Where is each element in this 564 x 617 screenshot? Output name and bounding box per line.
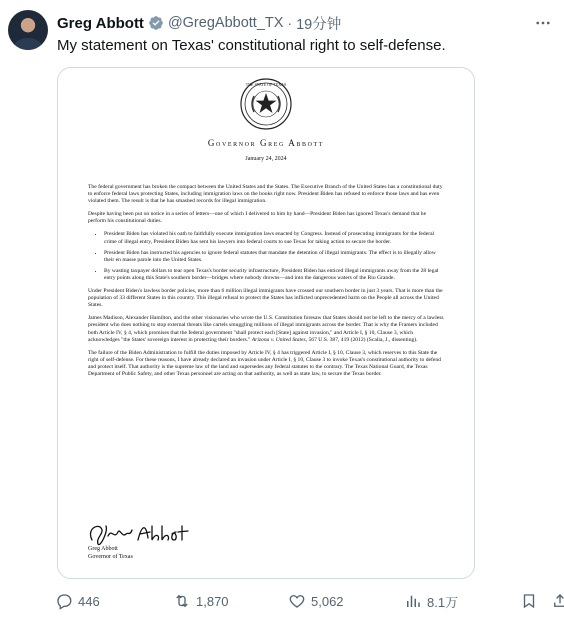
display-name[interactable]: Greg Abbott	[57, 14, 144, 32]
like-button[interactable]	[288, 592, 344, 610]
reply-icon	[55, 592, 73, 610]
bookmark-button[interactable]	[520, 592, 543, 610]
views-chart-icon	[404, 592, 422, 610]
letter-paragraph: James Madison, Alexander Hamilton, and the other visionaries who wrote the U.S. Constitution foresaw that States should not be left to the mercy of a lawless president who does nothing to stop external threats like cartels smuggling millions of illegal immigrants across the border. That is why the Framers included both Article IV, § 4, which promises that the federal government "shall protect each [State] against invasion," and Article I, § 10, Clause 3, which acknowledges "the States' sovereign interest in protecting their borders." Arizona v. United States, 567 U.S. 387, 419 (2012) (Scalia, J., dissenting).	[88, 315, 444, 343]
letter-date: January 24, 2024	[245, 156, 287, 162]
handwritten-signature	[84, 518, 194, 548]
letter-paragraph: The federal government has broken the compact between the United States and the States. The Executive Branch of the United States has a constitutional duty to enforce federal laws protecting States, including immigration laws on the books right now. President Biden has refused to enforce those laws and has even violated them. The result is that he has smashed records for illegal immigration.	[88, 184, 443, 205]
letter-paragraph: Despite having been put on notice in a series of letters—one of which I delivered to him by hand—President Biden has ignored Texas's demand that he perform his constitutional duties.	[88, 211, 427, 225]
verified-badge-icon[interactable]	[148, 15, 164, 31]
timestamp[interactable]: 19分钟	[296, 16, 342, 33]
avatar[interactable]	[8, 10, 48, 50]
more-options-icon[interactable]	[532, 13, 554, 33]
letter-body	[88, 184, 444, 384]
separator-dot: ·	[287, 15, 293, 31]
bookmark-icon	[520, 592, 538, 610]
reply-button[interactable]	[55, 592, 100, 610]
letter-bullet-list	[104, 231, 444, 282]
statement-letter	[58, 68, 474, 578]
share-icon	[551, 592, 564, 610]
like-count: 5,062	[311, 593, 344, 609]
letter-bullet: • President Biden has violated his oath to faithfully execute immigration laws enacted by Congress. Instead of prosecuting immigrants for the federal crime of illegal entry, President Biden has sent his lawyers into federal courts to sue Texas for taking action to secure the border.	[104, 231, 444, 245]
reply-count: 446	[78, 593, 100, 609]
tweet-header	[57, 13, 554, 33]
retweet-count: 1,870	[196, 593, 229, 609]
views-count: 8.1万	[427, 594, 459, 610]
signature-title: Governor of Texas	[88, 554, 133, 560]
views-button[interactable]	[404, 592, 458, 611]
letter-bullet: • President Biden has instructed his agencies to ignore federal statutes that mandate the detention of illegal immigrants. The effect is to illegally allow their en masse parole into the United States.	[104, 250, 444, 264]
case-citation: Arizona v. United States	[251, 336, 306, 343]
share-button[interactable]	[551, 592, 564, 610]
handle[interactable]: @GregAbbott_TX	[167, 15, 284, 31]
tweet-media-image[interactable]	[57, 67, 475, 579]
signature-name: Greg Abbott	[88, 546, 118, 552]
tweet-action-bar	[55, 590, 554, 612]
seal-lettering	[246, 82, 286, 87]
heart-icon	[288, 592, 306, 610]
letter-paragraph: Under President Biden's lawless border policies, more than 6 million illegal immigrants have crossed our southern border in just 3 years. That is more than the population of 33 different States in this country. This illegal refusal to protect the States has inflicted unprecedented harm on the People all across the United States.	[88, 288, 443, 309]
letterhead: Governor Greg Abbott	[207, 138, 325, 148]
texas-seal-icon	[240, 78, 292, 130]
svg-text:THE STATE OF TEXAS: THE STATE OF TEXAS	[245, 82, 287, 87]
retweet-button[interactable]	[173, 592, 229, 610]
letter-paragraph: The failure of the Biden Administration to fulfill the duties imposed by Article IV, § 4 has triggered Article I, § 10, Clause 3, which reserves to this State the right of self-defense. For these reasons, I have already declared an invasion under Article I, § 10, Clause 3 to invoke Texas's constitutional authority to defend and protect itself. That authority is the supreme law of the land and supersedes any federal statutes to the contrary. The Texas National Guard, the Texas Department of Public Safety, and other Texas personnel are acting on that authority, as well as state law, to secure the Texas border.	[88, 349, 441, 377]
letter-bullet: • By wasting taxpayer dollars to tear open Texas's border security infrastructure, President Biden has enticed illegal immigrants away from the 28 legal entry points along this State's southern border—bridges where nobody drowns—and into the dangerous waters of the Rio Grande.	[104, 268, 444, 282]
tweet-text: My statement on Texas' constitutional right to self-defense.	[57, 37, 446, 54]
retweet-icon	[173, 592, 191, 610]
